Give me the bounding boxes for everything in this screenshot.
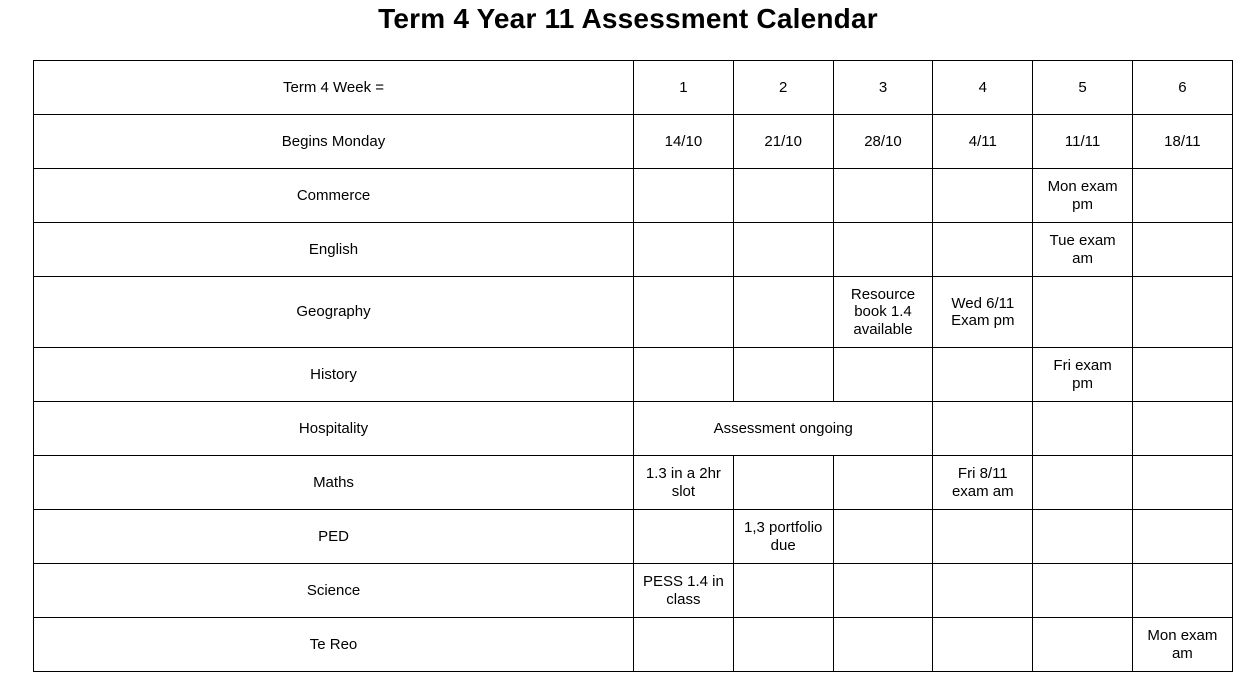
cell-history-w3 <box>833 348 933 402</box>
row-hospitality <box>34 402 1233 456</box>
subject-label-history: History <box>34 348 634 402</box>
cell-history-w2 <box>733 348 833 402</box>
row-commerce <box>34 169 1233 223</box>
cell-ped-w5 <box>1033 510 1133 564</box>
subject-label-english: English <box>34 223 634 277</box>
cell-english-w1 <box>634 223 734 277</box>
begins-monday-row <box>34 115 1233 169</box>
cell-te-reo-w6: Mon exam am <box>1132 618 1232 672</box>
cell-te-reo-w5 <box>1033 618 1133 672</box>
begins-date-w3: 28/10 <box>833 115 933 169</box>
cell-te-reo-w3 <box>833 618 933 672</box>
cell-te-reo-w4 <box>933 618 1033 672</box>
subject-label-hospitality: Hospitality <box>34 402 634 456</box>
subject-label-geography: Geography <box>34 277 634 348</box>
cell-commerce-w5: Mon exam pm <box>1033 169 1133 223</box>
cell-ped-w1 <box>634 510 734 564</box>
week-number-4: 4 <box>933 61 1033 115</box>
cell-history-w5: Fri exam pm <box>1033 348 1133 402</box>
cell-maths-w4: Fri 8/11 exam am <box>933 456 1033 510</box>
cell-hospitality-w4 <box>933 402 1033 456</box>
cell-ped-w6 <box>1132 510 1232 564</box>
cell-geography-w3: Resource book 1.4 available <box>833 277 933 348</box>
cell-commerce-w3 <box>833 169 933 223</box>
begins-date-w2: 21/10 <box>733 115 833 169</box>
week-number-3: 3 <box>833 61 933 115</box>
cell-te-reo-w2 <box>733 618 833 672</box>
cell-commerce-w6 <box>1132 169 1232 223</box>
cell-geography-w1 <box>634 277 734 348</box>
cell-geography-w4: Wed 6/11 Exam pm <box>933 277 1033 348</box>
row-te-reo <box>34 618 1233 672</box>
cell-history-w6 <box>1132 348 1232 402</box>
cell-science-w1: PESS 1.4 in class <box>634 564 734 618</box>
cell-english-w5: Tue exam am <box>1033 223 1133 277</box>
cell-maths-w5 <box>1033 456 1133 510</box>
cell-hospitality-w6 <box>1132 402 1232 456</box>
cell-english-w3 <box>833 223 933 277</box>
cell-ped-w2: 1,3 portfolio due <box>733 510 833 564</box>
subject-label-maths: Maths <box>34 456 634 510</box>
row-science <box>34 564 1233 618</box>
cell-english-w4 <box>933 223 1033 277</box>
cell-geography-w6 <box>1132 277 1232 348</box>
begins-date-w6: 18/11 <box>1132 115 1232 169</box>
cell-science-w5 <box>1033 564 1133 618</box>
cell-commerce-w4 <box>933 169 1033 223</box>
row-maths <box>34 456 1233 510</box>
cell-english-w2 <box>733 223 833 277</box>
week-number-2: 2 <box>733 61 833 115</box>
cell-science-w2 <box>733 564 833 618</box>
row-history <box>34 348 1233 402</box>
cell-maths-w6 <box>1132 456 1232 510</box>
week-number-6: 6 <box>1132 61 1232 115</box>
week-number-5: 5 <box>1033 61 1133 115</box>
begins-date-w1: 14/10 <box>634 115 734 169</box>
cell-geography-w5 <box>1033 277 1133 348</box>
subject-label-ped: PED <box>34 510 634 564</box>
cell-maths-w3 <box>833 456 933 510</box>
cell-history-w1 <box>634 348 734 402</box>
cell-science-w3 <box>833 564 933 618</box>
subject-label-te-reo: Te Reo <box>34 618 634 672</box>
begins-monday-label: Begins Monday <box>34 115 634 169</box>
assessment-calendar-table <box>33 60 1233 672</box>
week-header-row <box>34 61 1233 115</box>
cell-science-w6 <box>1132 564 1232 618</box>
subject-label-commerce: Commerce <box>34 169 634 223</box>
row-ped <box>34 510 1233 564</box>
begins-date-w5: 11/11 <box>1033 115 1133 169</box>
cell-science-w4 <box>933 564 1033 618</box>
row-geography <box>34 277 1233 348</box>
week-number-1: 1 <box>634 61 734 115</box>
row-english <box>34 223 1233 277</box>
week-header-label: Term 4 Week = <box>34 61 634 115</box>
page-title: Term 4 Year 11 Assessment Calendar <box>378 3 878 34</box>
cell-english-w6 <box>1132 223 1232 277</box>
cell-maths-w1: 1.3 in a 2hr slot <box>634 456 734 510</box>
cell-ped-w3 <box>833 510 933 564</box>
begins-date-w4: 4/11 <box>933 115 1033 169</box>
cell-commerce-w1 <box>634 169 734 223</box>
subject-label-science: Science <box>34 564 634 618</box>
cell-geography-w2 <box>733 277 833 348</box>
cell-te-reo-w1 <box>634 618 734 672</box>
cell-history-w4 <box>933 348 1033 402</box>
cell-maths-w2 <box>733 456 833 510</box>
cell-ped-w4 <box>933 510 1033 564</box>
cell-commerce-w2 <box>733 169 833 223</box>
cell-hospitality-w1-w3-merged: Assessment ongoing <box>634 402 933 456</box>
cell-hospitality-w5 <box>1033 402 1133 456</box>
